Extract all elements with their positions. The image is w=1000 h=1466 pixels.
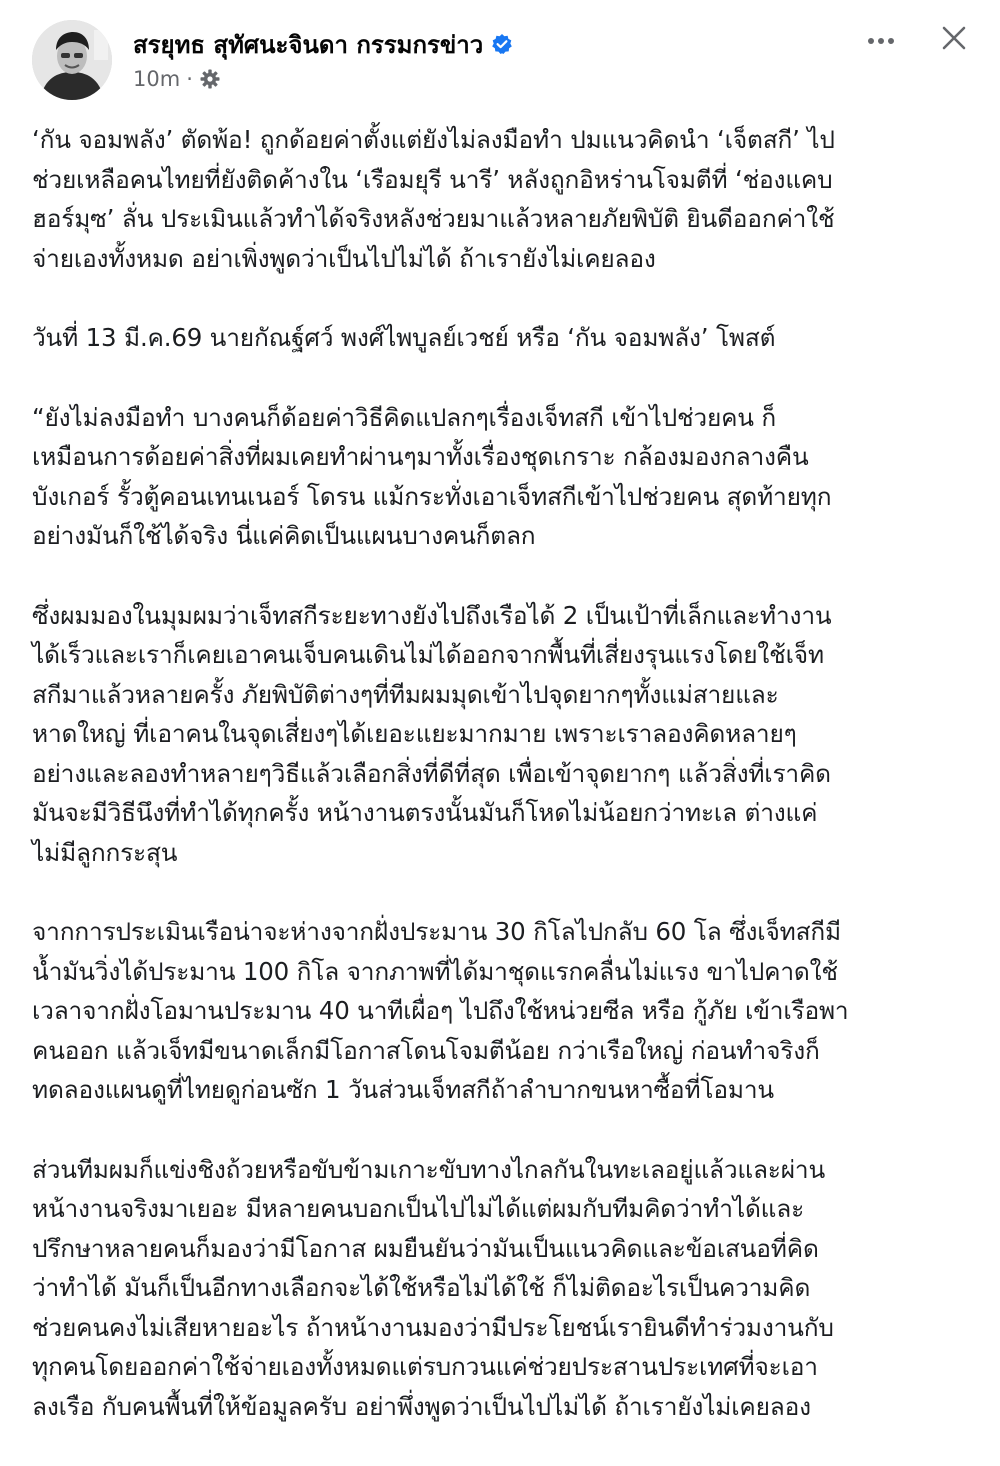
- post-text-line: ทดลองแผนดูที่ไทยดูก่อนซัก 1 วันส่วนเจ็ทสกีถ้าลำบากขนหาซื้อที่โอมาน: [32, 1075, 774, 1104]
- post-text-line: ปรึกษาหลายคนก็มองว่ามีโอกาส ผมยืนยันว่ามันเป็นแนวคิดและข้อเสนอที่คิด: [32, 1233, 819, 1263]
- post-text-line: อย่างมันก็ใช้ได้จริง นี่แค่คิดเป็นแผนบางคนก็ตลก: [32, 521, 536, 550]
- post-paragraph: [32, 120, 972, 278]
- post-text-line: ฮอร์มุซ’ ลั่น ประเมินแล้วทำได้จริงหลังช่วยมาแล้วหลายภัยพิบัติ ยินดีออกค่าใช้: [32, 204, 835, 233]
- post-text-line: จ่ายเองทั้งหมด อย่าเพิ่งพูดว่าเป็นไปไม่ได้ ถ้าเรายังไม่เคยลอง: [32, 243, 656, 273]
- post-text-line: ส่วนทีมผมก็แข่งชิงถ้วยหรือขับข้ามเกาะขับทางไกลกันในทะเลอยู่แล้วและผ่าน: [32, 1154, 826, 1184]
- post-text-line: หน้างานจริงมาเยอะ มีหลายคนบอกเป็นไปไม่ได้แต่ผมกับทีมคิดว่าทำได้และ: [32, 1194, 805, 1223]
- post-text-line: มันจะมีวิธีนึงที่ทำได้ทุกครั้ง หน้างานตรงนั้นมันก็โหดไม่น้อยกว่าทะเล ต่างแค่: [32, 798, 818, 827]
- more-options-button[interactable]: [862, 22, 900, 58]
- author-line: [133, 26, 513, 62]
- post-text-line: ช่วยคนคงไม่เสียหายอะไร ถ้าหน้างานมองว่ามีประโยชน์เรายินดีทำร่วมงานกับ: [32, 1312, 834, 1342]
- post-body: [32, 120, 972, 1466]
- post-header: [0, 0, 1000, 110]
- post-text-line: ได้เร็วและเราก็เคยเอาคนเจ็บคนเดินไม่ได้ออกจากพื้นที่เสี่ยงรุนแรงโดยใช้เจ็ท: [32, 640, 824, 669]
- post-text-line: คนออก แล้วเจ็ทมีขนาดเล็กมีโอกาสโดนโจมตีน้อย กว่าเรือใหญ่ ก่อนทำจริงก็: [32, 1035, 820, 1065]
- post-text-line: ซึ่งผมมองในมุมผมว่าเจ็ทสกีระยะทางยังไปถึงเรือได้ 2 เป็นเป้าที่เล็กและทำงาน: [32, 600, 832, 630]
- post-timestamp[interactable]: 10m: [133, 67, 181, 91]
- post-text-line: ลงเรือ กับคนพื้นที่ให้ข้อมูลครับ อย่าพึ่งพูดว่าเป็นไปไม่ได้ ถ้าเรายังไม่เคยลอง: [32, 1391, 811, 1421]
- post-text-line: “ยังไม่ลงมือทำ บางคนก็ด้อยค่าวิธีคิดแปลกๆเรื่องเจ็ทสกี เข้าไปช่วยคน ก็: [32, 402, 777, 432]
- post-text-line: หาดใหญ่ ที่เอาคนในจุดเสี่ยงๆได้เยอะแยะมากมาย เพราะเราลองคิดหลายๆ: [32, 719, 797, 748]
- post-text-line: เวลาจากฝั่งโอมานประมาน 40 นาทีเผื่อๆ ไปถึงใช้หน่วยซีล หรือ กู้ภัย เข้าเรือพา: [32, 996, 849, 1025]
- post-text-line: ว่าทำได้ มันก็เป็นอีกทางเลือกจะได้ใช้หรือไม่ได้ใช้ ก็ไม่ติดอะไรเป็นความคิด: [32, 1273, 811, 1302]
- post-paragraph: [32, 912, 972, 1110]
- post-paragraph: [32, 398, 972, 556]
- gear-icon[interactable]: [199, 68, 221, 90]
- post-paragraph: [32, 596, 972, 873]
- author-name[interactable]: สรยุทธ สุทัศนะจินดา กรรมกรข่าว: [133, 30, 484, 59]
- post-text-line: วันที่ 13 มี.ค.69 นายกัณฐ์ศว์ พงศ์ไพบูลย์เวชย์ หรือ ‘กัน จอมพลัง’ โพสต์: [32, 323, 776, 352]
- post-text-line: น้ำมันวิ่งได้ประมาน 100 กิโล จากภาพที่ได้มาชุดแรกคลื่นไม่แรง ขาไปคาดใช้: [32, 956, 838, 986]
- post-paragraph: [32, 318, 972, 358]
- post-text-line: อย่างและลองทำหลายๆวิธีแล้วเลือกสิ่งที่ดีที่สุด เพื่อเข้าจุดยากๆ แล้วสิ่งที่เราคิด: [32, 758, 831, 788]
- avatar-photo: [32, 20, 112, 100]
- close-icon: [941, 25, 967, 55]
- more-horizontal-icon: [866, 31, 896, 50]
- verified-badge-icon: [491, 33, 513, 55]
- post-text-line: ช่วยเหลือคนไทยที่ยังติดค้างใน ‘เรือมยุรี นารี’ หลังถูกอิหร่านโจมตีที่ ‘ช่องแคบ: [32, 164, 833, 194]
- post-text-line: ‘กัน จอมพลัง’ ตัดพ้อ! ถูกด้อยค่าตั้งแต่ยังไม่ลงมือทำ ปมแนวคิดนำ ‘เจ็ตสกี’ ไป: [32, 125, 835, 154]
- close-button[interactable]: [934, 20, 974, 60]
- post-meta: [133, 64, 221, 94]
- post-text-line: ไม่มีลูกกระสุน: [32, 837, 178, 867]
- post-text-line: เหมือนการด้อยค่าสิ่งที่ผมเคยทำผ่านๆมาทั้งเรื่องชุดเกราะ กล้องมองกลางคืน: [32, 442, 809, 471]
- meta-separator: ·: [186, 67, 193, 91]
- post-text-line: จากการประเมินเรือน่าจะห่างจากฝั่งประมาน 30 กิโลไปกลับ 60 โล ซึ่งเจ็ทสกีมี: [32, 917, 841, 946]
- post-text-line: สกีมาแล้วหลายครั้ง ภัยพิบัติต่างๆที่ทีมผมมุดเข้าไปจุดยากๆทั้งแม่สายและ: [32, 679, 779, 709]
- post-paragraph: [32, 1150, 972, 1427]
- author-avatar[interactable]: [32, 20, 112, 100]
- post-text-line: ทุกคนโดยออกค่าใช้จ่ายเองทั้งหมดแต่รบกวนแค่ช่วยประสานประเทศที่จะเอา: [32, 1352, 818, 1381]
- post-text-line: บังเกอร์ รั้วตู้คอนเทนเนอร์ โดรน แม้กระทั่งเอาเจ็ทสกีเข้าไปช่วยคน สุดท้ายทุก: [32, 481, 832, 511]
